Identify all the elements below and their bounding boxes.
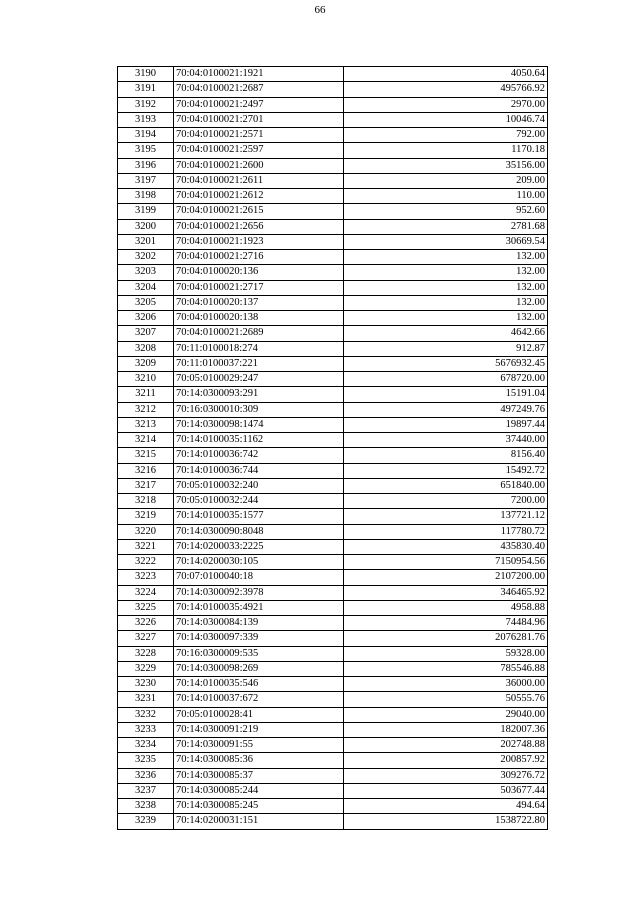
table-row [118, 555, 548, 570]
row-number-cell: 3219 [118, 509, 174, 524]
value-cell: 5676932.45 [344, 356, 548, 371]
row-number-cell: 3203 [118, 265, 174, 280]
table-row [118, 82, 548, 97]
table-row [118, 738, 548, 753]
row-number-cell: 3239 [118, 814, 174, 829]
value-cell: 2970.00 [344, 97, 548, 112]
value-cell: 4642.66 [344, 326, 548, 341]
cadastral-number-cell: 70:11:0100018:274 [174, 341, 344, 356]
row-number-cell: 3238 [118, 799, 174, 814]
table-row [118, 189, 548, 204]
table-row [118, 631, 548, 646]
row-number-cell: 3193 [118, 112, 174, 127]
table-row [118, 600, 548, 615]
value-cell: 2076281.76 [344, 631, 548, 646]
value-cell: 495766.92 [344, 82, 548, 97]
row-number-cell: 3207 [118, 326, 174, 341]
row-number-cell: 3235 [118, 753, 174, 768]
row-number-cell: 3236 [118, 768, 174, 783]
table-row [118, 814, 548, 829]
row-number-cell: 3234 [118, 738, 174, 753]
table-row [118, 768, 548, 783]
table-row [118, 478, 548, 493]
cadastral-number-cell: 70:04:0100020:136 [174, 265, 344, 280]
table-row [118, 616, 548, 631]
cadastral-number-cell: 70:04:0100021:1923 [174, 234, 344, 249]
row-number-cell: 3201 [118, 234, 174, 249]
table-row [118, 173, 548, 188]
value-cell: 494.64 [344, 799, 548, 814]
cadastral-number-cell: 70:14:0100036:744 [174, 463, 344, 478]
table-row [118, 97, 548, 112]
cadastral-number-cell: 70:14:0100035:1577 [174, 509, 344, 524]
cadastral-number-cell: 70:04:0100020:137 [174, 295, 344, 310]
value-cell: 37440.00 [344, 433, 548, 448]
table-row [118, 692, 548, 707]
row-number-cell: 3225 [118, 600, 174, 615]
cadastral-number-cell: 70:14:0200030:105 [174, 555, 344, 570]
value-cell: 1170.18 [344, 143, 548, 158]
value-cell: 132.00 [344, 265, 548, 280]
value-cell: 19897.44 [344, 417, 548, 432]
value-cell: 137721.12 [344, 509, 548, 524]
table-row [118, 707, 548, 722]
table-row [118, 128, 548, 143]
cadastral-number-cell: 70:04:0100021:2600 [174, 158, 344, 173]
value-cell: 50555.76 [344, 692, 548, 707]
cadastral-number-cell: 70:14:0300098:269 [174, 661, 344, 676]
table-row [118, 112, 548, 127]
row-number-cell: 3230 [118, 677, 174, 692]
cadastral-number-cell: 70:04:0100021:2597 [174, 143, 344, 158]
cadastral-number-cell: 70:04:0100021:2689 [174, 326, 344, 341]
value-cell: 7200.00 [344, 494, 548, 509]
table-row [118, 402, 548, 417]
table-row [118, 417, 548, 432]
cadastral-number-cell: 70:05:0100032:244 [174, 494, 344, 509]
value-cell: 132.00 [344, 311, 548, 326]
cadastral-number-cell: 70:14:0300084:139 [174, 616, 344, 631]
cadastral-number-cell: 70:14:0200031:151 [174, 814, 344, 829]
table-row [118, 646, 548, 661]
row-number-cell: 3206 [118, 311, 174, 326]
value-cell: 15492.72 [344, 463, 548, 478]
cadastral-number-cell: 70:04:0100021:2656 [174, 219, 344, 234]
row-number-cell: 3210 [118, 372, 174, 387]
table-row [118, 783, 548, 798]
value-cell: 132.00 [344, 295, 548, 310]
table-row [118, 265, 548, 280]
table-row [118, 295, 548, 310]
value-cell: 35156.00 [344, 158, 548, 173]
value-cell: 678720.00 [344, 372, 548, 387]
value-cell: 15191.04 [344, 387, 548, 402]
cadastral-number-cell: 70:14:0300090:8048 [174, 524, 344, 539]
cadastral-number-cell: 70:14:0100035:1162 [174, 433, 344, 448]
cadastral-number-cell: 70:05:0100032:240 [174, 478, 344, 493]
cadastral-number-cell: 70:14:0300091:219 [174, 722, 344, 737]
row-number-cell: 3227 [118, 631, 174, 646]
cadastral-number-cell: 70:04:0100021:2571 [174, 128, 344, 143]
value-cell: 1538722.80 [344, 814, 548, 829]
cadastral-number-cell: 70:04:0100020:138 [174, 311, 344, 326]
row-number-cell: 3198 [118, 189, 174, 204]
value-cell: 651840.00 [344, 478, 548, 493]
value-cell: 29040.00 [344, 707, 548, 722]
table-row [118, 494, 548, 509]
cadastral-number-cell: 70:16:0300010:309 [174, 402, 344, 417]
row-number-cell: 3232 [118, 707, 174, 722]
table-row [118, 158, 548, 173]
table-row [118, 219, 548, 234]
row-number-cell: 3190 [118, 67, 174, 82]
cadastral-number-cell: 70:05:0100028:41 [174, 707, 344, 722]
value-cell: 2781.68 [344, 219, 548, 234]
table-row [118, 387, 548, 402]
table-row [118, 524, 548, 539]
row-number-cell: 3222 [118, 555, 174, 570]
cadastral-number-cell: 70:14:0300092:3978 [174, 585, 344, 600]
value-cell: 497249.76 [344, 402, 548, 417]
value-cell: 309276.72 [344, 768, 548, 783]
value-cell: 110.00 [344, 189, 548, 204]
table-row [118, 234, 548, 249]
cadastral-number-cell: 70:11:0100037:221 [174, 356, 344, 371]
cadastral-number-cell: 70:14:0100035:546 [174, 677, 344, 692]
row-number-cell: 3215 [118, 448, 174, 463]
row-number-cell: 3229 [118, 661, 174, 676]
cadastral-number-cell: 70:14:0200033:2225 [174, 539, 344, 554]
value-cell: 785546.88 [344, 661, 548, 676]
value-cell: 132.00 [344, 250, 548, 265]
value-cell: 10046.74 [344, 112, 548, 127]
row-number-cell: 3195 [118, 143, 174, 158]
row-number-cell: 3197 [118, 173, 174, 188]
cadastral-number-cell: 70:14:0300085:37 [174, 768, 344, 783]
row-number-cell: 3217 [118, 478, 174, 493]
cadastral-number-cell: 70:14:0100037:672 [174, 692, 344, 707]
row-number-cell: 3233 [118, 722, 174, 737]
table-row [118, 204, 548, 219]
row-number-cell: 3228 [118, 646, 174, 661]
cadastral-number-cell: 70:14:0100035:4921 [174, 600, 344, 615]
value-cell: 59328.00 [344, 646, 548, 661]
table-row [118, 326, 548, 341]
cadastral-number-cell: 70:16:0300009:535 [174, 646, 344, 661]
cadastral-number-cell: 70:04:0100021:2716 [174, 250, 344, 265]
row-number-cell: 3202 [118, 250, 174, 265]
value-cell: 912.87 [344, 341, 548, 356]
cadastral-number-cell: 70:14:0300098:1474 [174, 417, 344, 432]
cadastral-number-cell: 70:05:0100029:247 [174, 372, 344, 387]
table-row [118, 509, 548, 524]
table-row [118, 677, 548, 692]
table-row [118, 661, 548, 676]
row-number-cell: 3191 [118, 82, 174, 97]
cadastral-number-cell: 70:04:0100021:2497 [174, 97, 344, 112]
cadastral-number-cell: 70:04:0100021:2611 [174, 173, 344, 188]
table-row [118, 372, 548, 387]
cadastral-number-cell: 70:04:0100021:2615 [174, 204, 344, 219]
table-row [118, 753, 548, 768]
table-row [118, 67, 548, 82]
cadastral-number-cell: 70:04:0100021:2612 [174, 189, 344, 204]
cadastral-number-cell: 70:04:0100021:2701 [174, 112, 344, 127]
cadastral-number-cell: 70:14:0300085:244 [174, 783, 344, 798]
row-number-cell: 3231 [118, 692, 174, 707]
row-number-cell: 3194 [118, 128, 174, 143]
value-cell: 346465.92 [344, 585, 548, 600]
cadastral-number-cell: 70:14:0300097:339 [174, 631, 344, 646]
value-cell: 8156.40 [344, 448, 548, 463]
table-row [118, 356, 548, 371]
cadastral-number-cell: 70:07:0100040:18 [174, 570, 344, 585]
table-row [118, 799, 548, 814]
row-number-cell: 3218 [118, 494, 174, 509]
row-number-cell: 3209 [118, 356, 174, 371]
row-number-cell: 3199 [118, 204, 174, 219]
page-number: 66 [314, 4, 326, 16]
cadastral-number-cell: 70:14:0300093:291 [174, 387, 344, 402]
cadastral-number-cell: 70:04:0100021:2717 [174, 280, 344, 295]
cadastral-number-cell: 70:14:0300091:55 [174, 738, 344, 753]
value-cell: 209.00 [344, 173, 548, 188]
table-row [118, 463, 548, 478]
value-cell: 202748.88 [344, 738, 548, 753]
value-cell: 117780.72 [344, 524, 548, 539]
row-number-cell: 3208 [118, 341, 174, 356]
value-cell: 435830.40 [344, 539, 548, 554]
row-number-cell: 3204 [118, 280, 174, 295]
row-number-cell: 3237 [118, 783, 174, 798]
row-number-cell: 3200 [118, 219, 174, 234]
table-row [118, 433, 548, 448]
value-cell: 4958.88 [344, 600, 548, 615]
row-number-cell: 3196 [118, 158, 174, 173]
row-number-cell: 3205 [118, 295, 174, 310]
value-cell: 30669.54 [344, 234, 548, 249]
value-cell: 132.00 [344, 280, 548, 295]
table-row [118, 250, 548, 265]
value-cell: 792.00 [344, 128, 548, 143]
cadastral-number-cell: 70:14:0300085:36 [174, 753, 344, 768]
table-row [118, 570, 548, 585]
row-number-cell: 3226 [118, 616, 174, 631]
cadastral-number-cell: 70:14:0100036:742 [174, 448, 344, 463]
value-cell: 952.60 [344, 204, 548, 219]
value-cell: 200857.92 [344, 753, 548, 768]
row-number-cell: 3223 [118, 570, 174, 585]
row-number-cell: 3214 [118, 433, 174, 448]
row-number-cell: 3212 [118, 402, 174, 417]
cadastral-number-cell: 70:14:0300085:245 [174, 799, 344, 814]
row-number-cell: 3211 [118, 387, 174, 402]
value-cell: 74484.96 [344, 616, 548, 631]
value-cell: 503677.44 [344, 783, 548, 798]
value-cell: 36000.00 [344, 677, 548, 692]
row-number-cell: 3192 [118, 97, 174, 112]
table-row [118, 539, 548, 554]
table-row [118, 280, 548, 295]
table-row [118, 311, 548, 326]
row-number-cell: 3220 [118, 524, 174, 539]
value-cell: 7150954.56 [344, 555, 548, 570]
row-number-cell: 3221 [118, 539, 174, 554]
row-number-cell: 3216 [118, 463, 174, 478]
value-cell: 2107200.00 [344, 570, 548, 585]
row-number-cell: 3224 [118, 585, 174, 600]
table-row [118, 341, 548, 356]
table-row [118, 143, 548, 158]
cadastral-value-table [117, 66, 548, 830]
value-cell: 182007.36 [344, 722, 548, 737]
value-cell: 4050.64 [344, 67, 548, 82]
cadastral-number-cell: 70:04:0100021:2687 [174, 82, 344, 97]
table-row [118, 722, 548, 737]
table-body [118, 67, 548, 830]
row-number-cell: 3213 [118, 417, 174, 432]
table-row [118, 448, 548, 463]
cadastral-number-cell: 70:04:0100021:1921 [174, 67, 344, 82]
table-row [118, 585, 548, 600]
